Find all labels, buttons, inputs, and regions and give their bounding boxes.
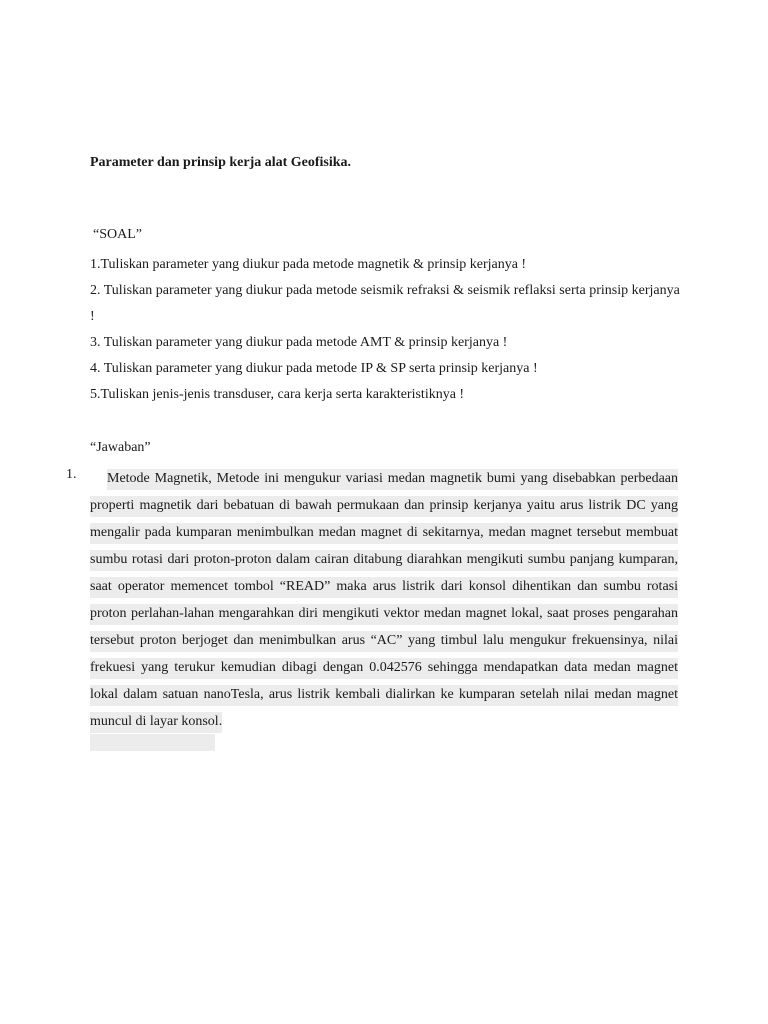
answer-text: Metode Magnetik, Metode ini mengukur variasi medan magnetik bumi yang disebabkan perbedaan properti magnetik dari bebatuan di bawah permukaan dan prinsip kerjanya yaitu arus listrik DC yang mengalir pada kumparan menimbulkan medan magnet di sekitarnya, medan magnet tersebut membuat sumbu rotasi dari proton-proton dalam cairan ditabung diarahkan mengikuti sumbu panjang kumparan, saat operator memencet tombol “READ” maka arus listrik dari konsol dihentikan dan sumbu rotasi proton perlahan-lahan mengarahkan diri mengikuti vektor medan magnet lokal, saat proses pengarahan tersebut proton berjoget dan menimbulkan arus “AC” yang timbul lalu mengukur frekuensinya, nilai frekuesi yang terukur kemudian dibagi dengan 0.042576 sehingga mendapatkan data medan magnet lokal dalam satuan nanoTesla, arus listrik kembali dialirkan ke kumparan setelah nilai medan magnet muncul di layar konsol.: [90, 469, 678, 733]
document-title: Parameter dan prinsip kerja alat Geofisika.: [90, 155, 352, 170]
jawaban-heading: “Jawaban”: [90, 440, 151, 455]
answer-paragraph: [90, 465, 678, 735]
question-item: 2. Tuliskan parameter yang diukur pada metode seismik refraksi & seismik reflaksi serta prinsip kerjanya !: [90, 283, 680, 324]
question-item: 4. Tuliskan parameter yang diukur pada metode IP & SP serta prinsip kerjanya !: [90, 361, 538, 376]
empty-highlighted-line: [90, 734, 215, 751]
question-list: [90, 252, 680, 408]
question-item: 1.Tuliskan parameter yang diukur pada metode magnetik & prinsip kerjanya !: [90, 257, 527, 272]
soal-heading: “SOAL”: [93, 227, 142, 242]
answer-number: 1.: [66, 467, 77, 482]
question-item: 5.Tuliskan jenis-jenis transduser, cara kerja serta karakteristiknya !: [90, 387, 465, 402]
question-item: 3. Tuliskan parameter yang diukur pada metode AMT & prinsip kerjanya !: [90, 335, 508, 350]
